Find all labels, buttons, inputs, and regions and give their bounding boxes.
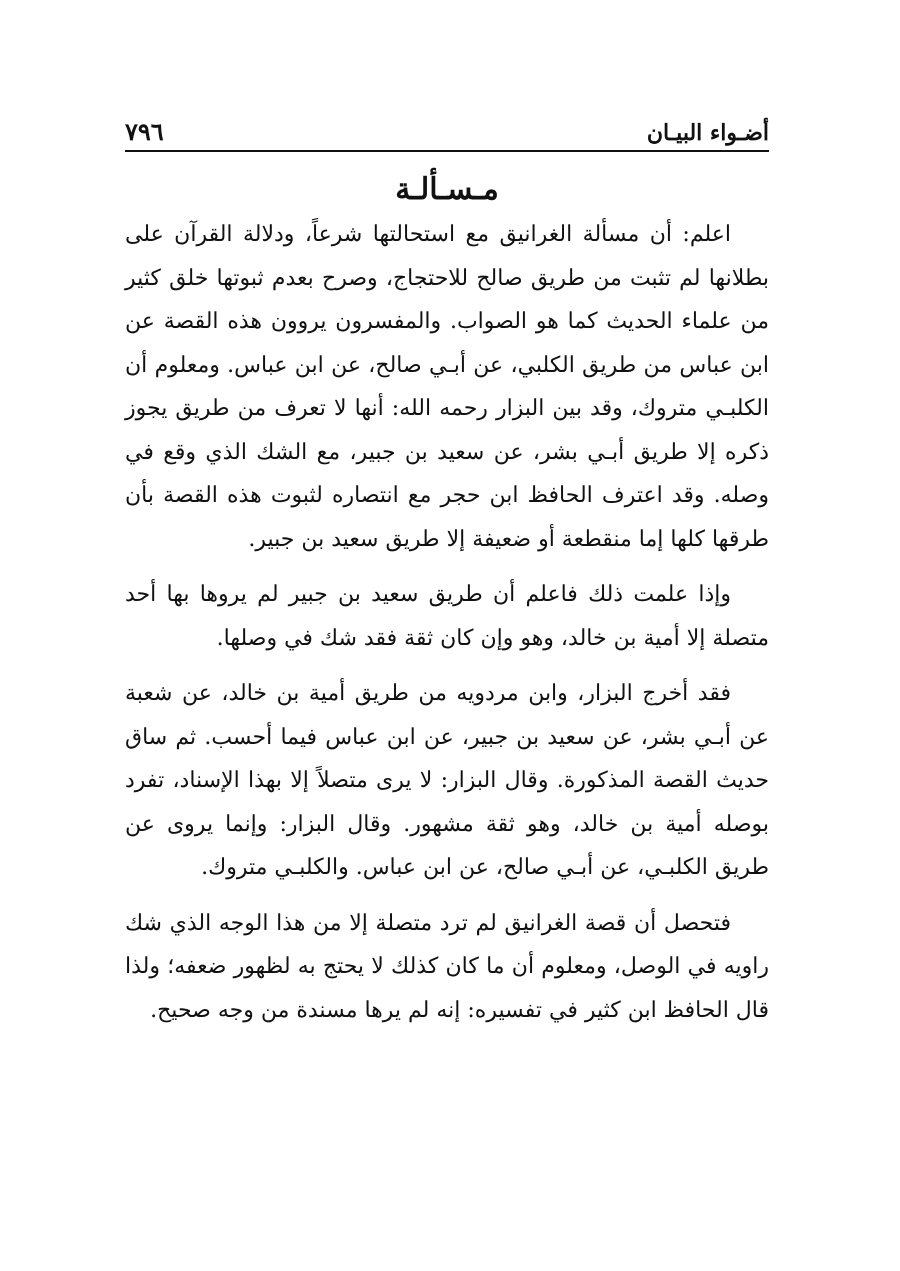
paragraph-4: فتحصل أن قصة الغرانيق لم ترد متصلة إلا من هذا الوجه الذي شك راويه في الوصل، ومعلوم أن ما كان كذلك لا يحتج به لظهور ضعفه؛ ولذا قال الحافظ ابن كثير في تفسيره: إنه لم يرها مسندة من وجه صحيح. bbox=[125, 910, 769, 1023]
page-header bbox=[125, 108, 769, 152]
paragraph-1: اعلم: أن مسألة الغرانيق مع استحالتها شرعاً، ودلالة القرآن على بطلانها لم تثبت من طريق صالح للاحتجاج، وصرح بعدم ثبوتها خلق كثير من علماء الحديث كما هو الصواب. والمفسرون يروون هذه القصة عن ابن عباس من طريق الكلبي، عن أبـي صالح، عن ابن عباس. ومعلوم أن الكلبـي متروك، وقد بين البزار رحمه الله: أنها لا تعرف من طريق يجوز ذكره إلا طريق أبـي بشر، عن سعيد بن جبير، مع الشك الذي وقع في وصله. وقد اعترف الحافظ ابن حجر مع انتصاره لثبوت هذه القصة بأن طرقها كلها إما منقطعة أو ضعيفة إلا طريق سعيد بن جبير. bbox=[125, 222, 769, 552]
book-title: أضـواء البيـان bbox=[646, 120, 769, 146]
paragraph-3: فقد أخرج البزار، وابن مردويه من طريق أمية بن خالد، عن شعبة عن أبـي بشر، عن سعيد بن جبير، عن ابن عباس فيما أحسب. ثم ساق حديث القصة المذكورة. وقال البزار: لا يرى متصلاً إلا بهذا الإسناد، تفرد بوصله أمية بن خالد، وهو ثقة مشهور. وقال البزار: وإنما يروى عن طريق الكلبـي، عن أبـي صالح، عن ابن عباس. والكلبـي متروك. bbox=[125, 681, 769, 880]
section-title: مـسـألـة bbox=[395, 172, 499, 207]
book-page bbox=[125, 108, 769, 1044]
paragraph-2: وإذا علمت ذلك فاعلم أن طريق سعيد بن جبير لم يروها بها أحد متصلة إلا أمية بن خالد، وهو وإن كان ثقة فقد شك في وصلها. bbox=[125, 582, 769, 651]
page-number: ٧٩٦ bbox=[125, 117, 164, 146]
